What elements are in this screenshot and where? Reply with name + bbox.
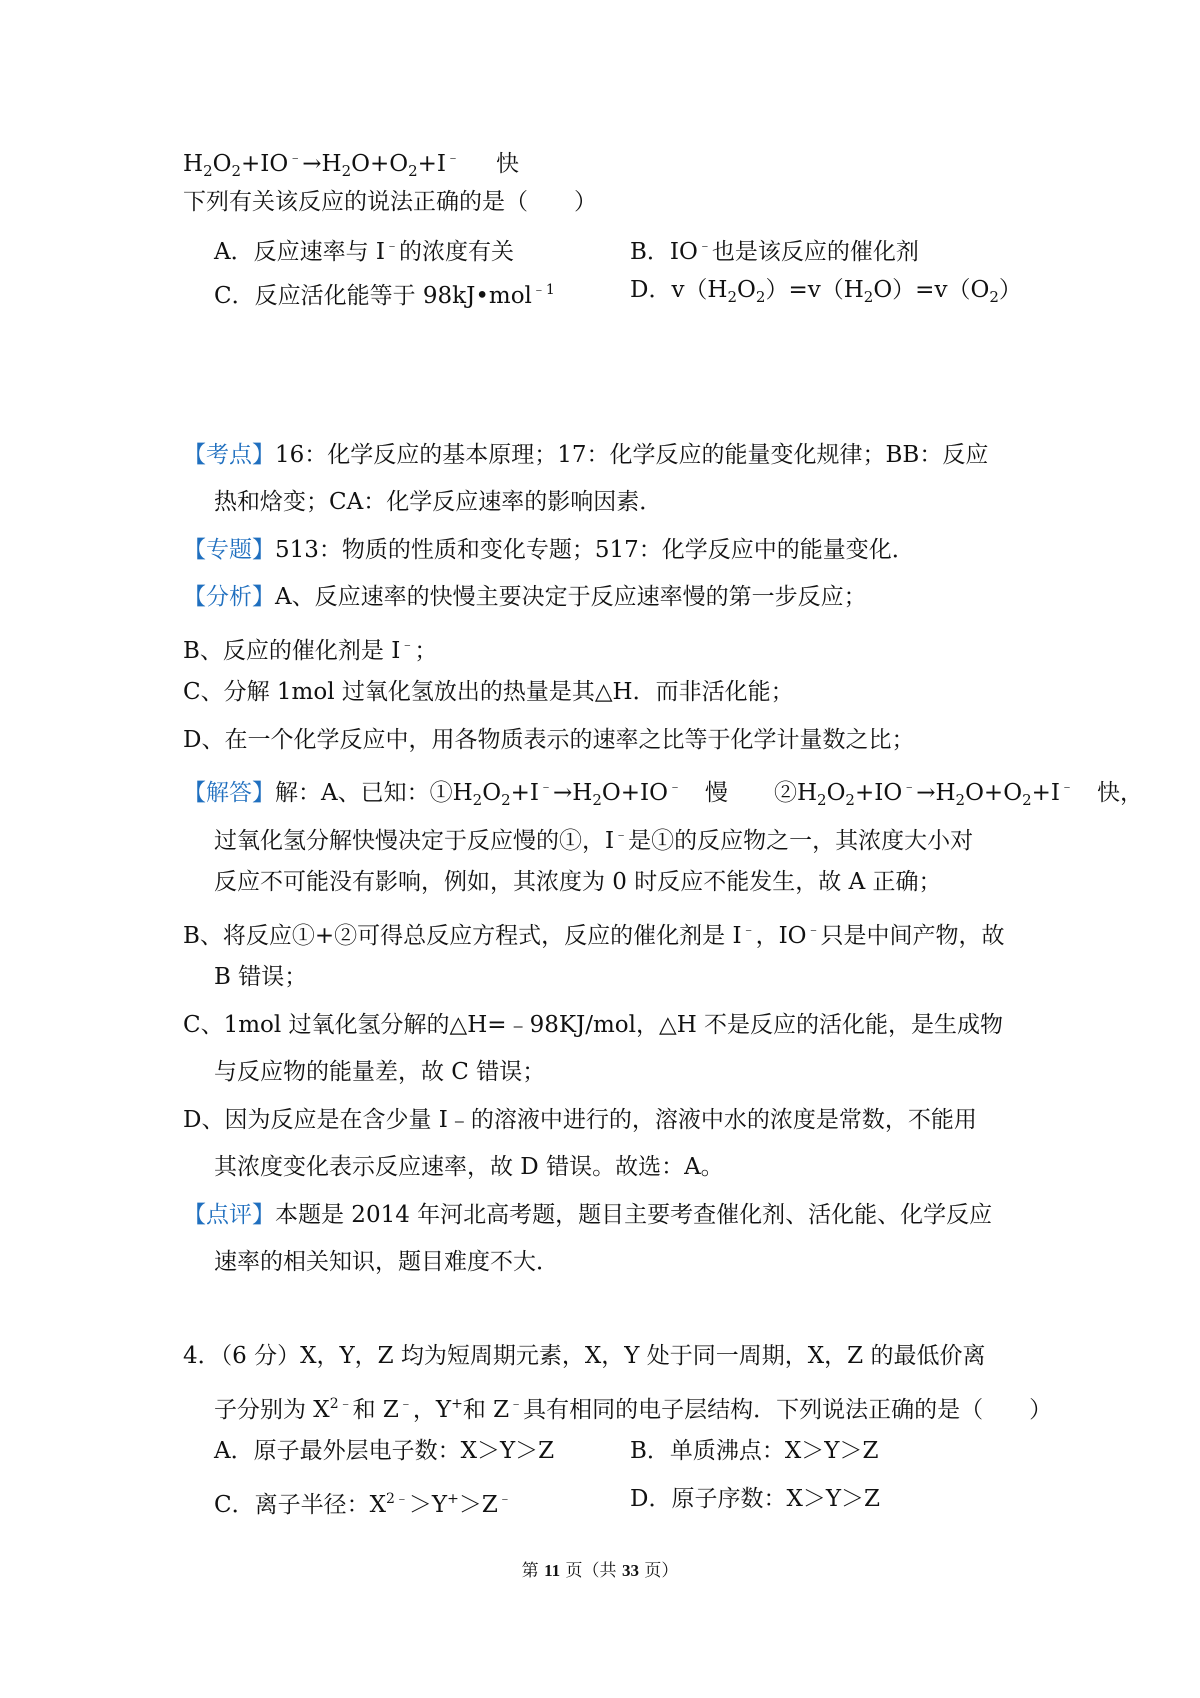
q4-option-a: A．原子最外层电子数：X＞Y＞Z (214, 1438, 555, 1464)
current-page-number: 11 (544, 1561, 561, 1580)
jieda-line-d1: D、因为反应是在含少量 I﹣的溶液中进行的，溶液中水的浓度是常数，不能用 (183, 1107, 977, 1133)
dianping-tag: 【点评】 (183, 1202, 275, 1228)
q4-option-c: C．离子半径：$X^{2﹣}>Y^+>Z^﹣$ (214, 1491, 512, 1518)
dianping-line-1: 【点评】本题是 2014 年河北高考题，题目主要考查催化剂、活化能、化学反应 (183, 1202, 993, 1228)
option-b: B．IO﹣也是该反应的催化剂 (630, 238, 919, 265)
q4-option-d: D．原子序数：X＞Y＞Z (630, 1486, 880, 1512)
jieda-line-d2: 其浓度变化表示反应速率，故 D 错误。故选：A。 (214, 1154, 724, 1180)
jieda-line-1: 【解答】解：A、已知：$①H_2O_2+I^﹣\to H_2O+IO^﹣$ 慢 $②H_2O_2+IO^﹣\to H_2O+O_2+I^﹣$ 快， (183, 779, 1143, 809)
kaodian-line-2: 热和焓变；CA：化学反应速率的影响因素． (214, 489, 663, 515)
fenxi-line-d: D、在一个化学反应中，用各物质表示的速率之比等于化学计量数之比； (183, 727, 915, 753)
option-a: A．反应速率与 I﹣的浓度有关 (214, 238, 515, 265)
q4-option-b: B．单质沸点：X＞Y＞Z (630, 1438, 879, 1464)
kaodian-line-1: 【考点】16：化学反应的基本原理；17：化学反应的能量变化规律；BB：反应 (183, 442, 989, 468)
reaction-equation-2: $H_2O_2+IO^﹣\to H_2O+O_2+I^﹣$ 快 (183, 150, 520, 180)
page-footer: 第 11 页（共 33 页） (521, 1561, 679, 1581)
jieda-tag: 【解答】 (183, 780, 275, 806)
option-c: C．反应活化能等于 98kJ•mol$^{﹣1}$ (214, 282, 555, 309)
fenxi-line-c: C、分解 1mol 过氧化氢放出的热量是其△H．而非活化能； (183, 679, 794, 705)
dianping-line-2: 速率的相关知识，题目难度不大． (214, 1249, 559, 1275)
zhuanti-tag: 【专题】 (183, 537, 275, 563)
question-stem: 下列有关该反应的说法正确的是（ ） (183, 189, 597, 215)
total-page-count: 33 (621, 1561, 639, 1580)
jieda-line-2: 过氧化氢分解快慢决定于反应慢的①，I﹣是①的反应物之一，其浓度大小对 (214, 827, 974, 854)
jieda-line-c1: C、1mol 过氧化氢分解的△H=﹣98KJ/mol，△H 不是反应的活化能，是生成物 (183, 1012, 1004, 1038)
fenxi-line-b: B、反应的催化剂是 I﹣； (183, 637, 438, 664)
jieda-line-c2: 与反应物的能量差，故 C 错误； (214, 1059, 546, 1085)
zhuanti-line: 【专题】513：物质的性质和变化专题；517：化学反应中的能量变化． (183, 537, 915, 563)
fenxi-tag: 【分析】 (183, 584, 275, 610)
fenxi-line-a: 【分析】A、反应速率的快慢主要决定于反应速率慢的第一步反应； (183, 584, 867, 610)
kaodian-tag: 【考点】 (183, 442, 275, 468)
jieda-line-b1: B、将反应①+②可得总反应方程式，反应的催化剂是 I﹣，IO﹣只是中间产物，故 (183, 922, 1005, 949)
q4-line-2: 子分别为 $X^{2﹣}$和 Z﹣，Y+和 Z﹣具有相同的电子层结构．下列说法正确的是（ ） (214, 1396, 1053, 1423)
option-d: D．$v(H_2O_2)=v(H_2O)=v(O_2)$ (630, 277, 1022, 306)
q4-line-1: 4．（6 分）X，Y，Z 均为短周期元素，X，Y 处于同一周期，X，Z 的最低价离 (183, 1343, 986, 1369)
jieda-line-3: 反应不可能没有影响，例如，其浓度为 0 时反应不能发生，故 A 正确； (214, 869, 942, 895)
jieda-line-b2: B 错误； (214, 964, 308, 990)
